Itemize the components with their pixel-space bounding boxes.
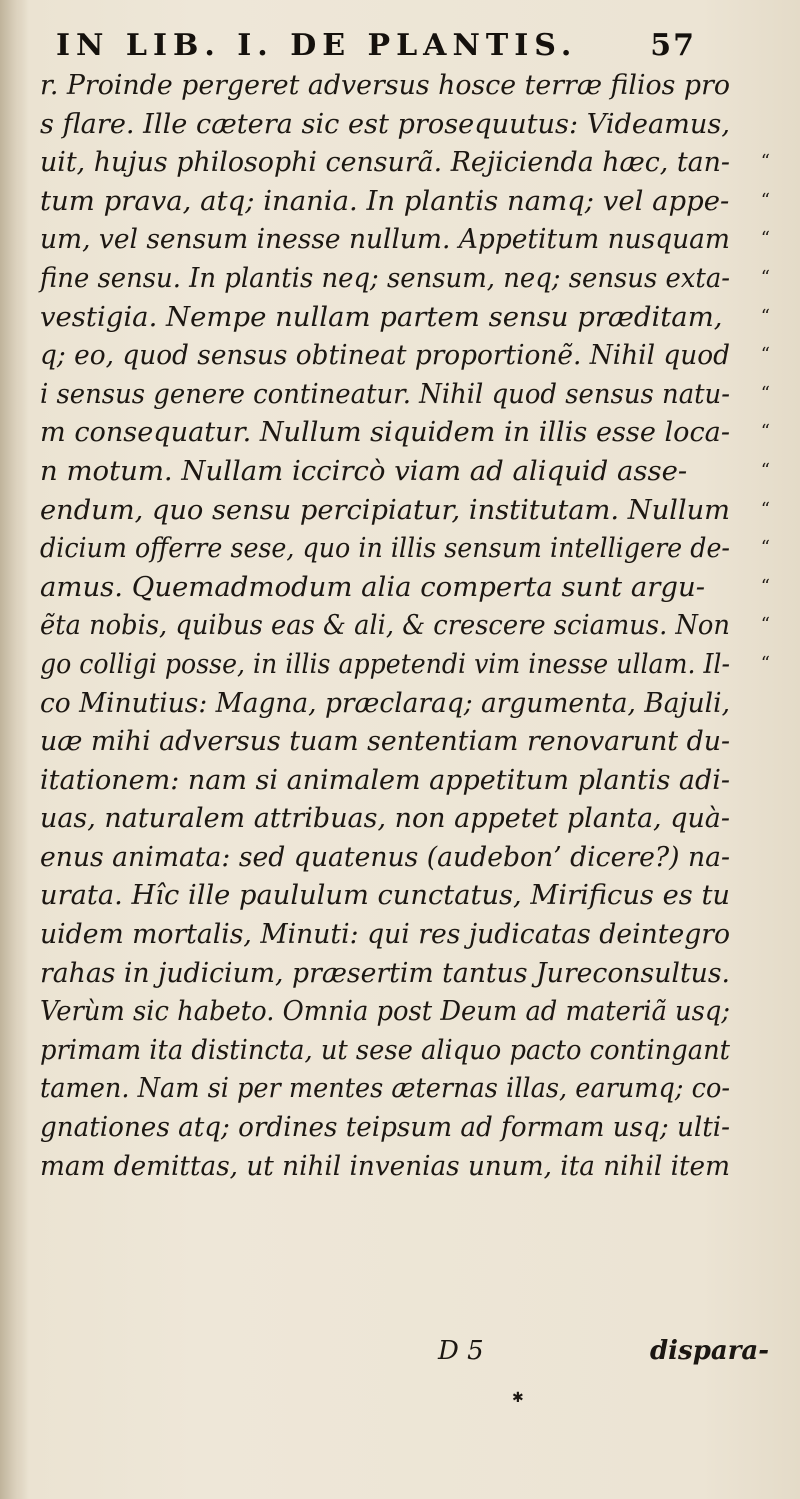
catchword: dispara- — [650, 1336, 770, 1366]
quote-mark: “ — [760, 382, 770, 404]
text-line: amus. Quemadmodum alia comperta sunt argu- “ — [40, 568, 770, 607]
text-line: uas, naturalem attribuas, non appetet planta, quà- — [40, 802, 730, 835]
text-line: rahas in judicium, præsertim tantus Jureconsultus. — [40, 956, 730, 989]
text-line: m consequatur. Nullum siquidem in illis esse loca- “ — [40, 413, 770, 452]
text-line: tamen. Nam si per mentes æternas illas, earumq; co- — [40, 1072, 730, 1105]
text-line: gnationes atq; ordines teipsum ad formam usq; ulti- — [40, 1111, 730, 1144]
quote-mark: “ — [760, 266, 770, 288]
page-footer — [0, 1332, 800, 1372]
text-line: mam demittas, ut nihil invenias unum, ita nihil item — [40, 1149, 730, 1182]
quote-mark: “ — [760, 652, 770, 674]
quote-mark: “ — [760, 537, 770, 559]
text-line: q; eo, quod sensus obtineat proportionẽ. Nihil quod “ — [40, 336, 770, 375]
text-line: uæ mihi adversus tuam sententiam renovarunt du- — [40, 725, 730, 758]
page-number: 57 — [650, 28, 696, 63]
main-text — [40, 66, 770, 1185]
text-line: endum, quo sensu percipiatur, institutam. Nullum “ — [40, 491, 770, 530]
text-line: s flare. Ille cætera sic est prosequutus: Videamus, — [40, 107, 730, 140]
text-line: tum prava, atq; inania. In plantis namq; vel appe- “ — [40, 182, 770, 221]
signature-mark: D 5 — [438, 1336, 484, 1366]
quote-mark: “ — [760, 189, 770, 211]
text-line: co Minutius: Magna, præclaraq; argumenta, Bajuli, — [40, 686, 730, 719]
ornament-icon: ✱ — [512, 1390, 524, 1406]
text-line: r. Proinde pergeret adversus hosce terræ filios pro — [40, 69, 730, 101]
quote-mark: “ — [760, 228, 770, 250]
text-line: go colligi posse, in illis appetendi vim inesse ullam. Il- “ — [40, 645, 770, 684]
quote-mark: “ — [760, 459, 770, 481]
text-line: dicium offerre sese, quo in illis sensum intelligere de- “ — [40, 529, 770, 568]
running-header — [36, 18, 696, 68]
text-line: Verùm sic habeto. Omnia post Deum ad materiã usq; — [40, 995, 730, 1028]
text-line: vestigia. Nempe nullam partem sensu præditam, “ — [40, 298, 770, 337]
text-line: enus animata: sed quatenus (audebon’ dicere?) na- — [40, 840, 730, 873]
text-line: um, vel sensum inesse nullum. Appetitum nusquam “ — [40, 220, 770, 259]
quote-mark: “ — [760, 575, 770, 597]
text-line: i sensus genere contineatur. Nihil quod sensus natu- “ — [40, 375, 770, 414]
text-line: ẽta nobis, quibus eas & ali, & crescere sciamus. Non “ — [40, 606, 770, 645]
running-title: IN LIB. I. DE PLANTIS. — [56, 28, 578, 63]
quote-mark: “ — [760, 344, 770, 366]
text-line: uidem mortalis, Minuti: qui res judicatas deintegro — [40, 918, 730, 951]
text-line: uit, hujus philosophi censurã. Rejicienda hæc, tan- “ — [40, 143, 770, 182]
text-line: n motum. Nullam iccircò viam ad aliquid asse- “ — [40, 452, 770, 491]
text-line: primam ita distincta, ut sese aliquo pacto contingant — [40, 1033, 730, 1066]
quote-mark: “ — [760, 614, 770, 636]
quote-mark: “ — [760, 305, 770, 327]
text-line: fine sensu. In plantis neq; sensum, neq; sensus exta- “ — [40, 259, 770, 298]
text-line: urata. Hîc ille paululum cunctatus, Mirificus es tu — [40, 879, 730, 912]
text-line: itationem: nam si animalem appetitum plantis adi- — [40, 763, 730, 796]
quote-mark: “ — [760, 498, 770, 520]
quote-mark: “ — [760, 151, 770, 173]
page-gutter — [0, 0, 28, 1499]
quote-mark: “ — [760, 421, 770, 443]
